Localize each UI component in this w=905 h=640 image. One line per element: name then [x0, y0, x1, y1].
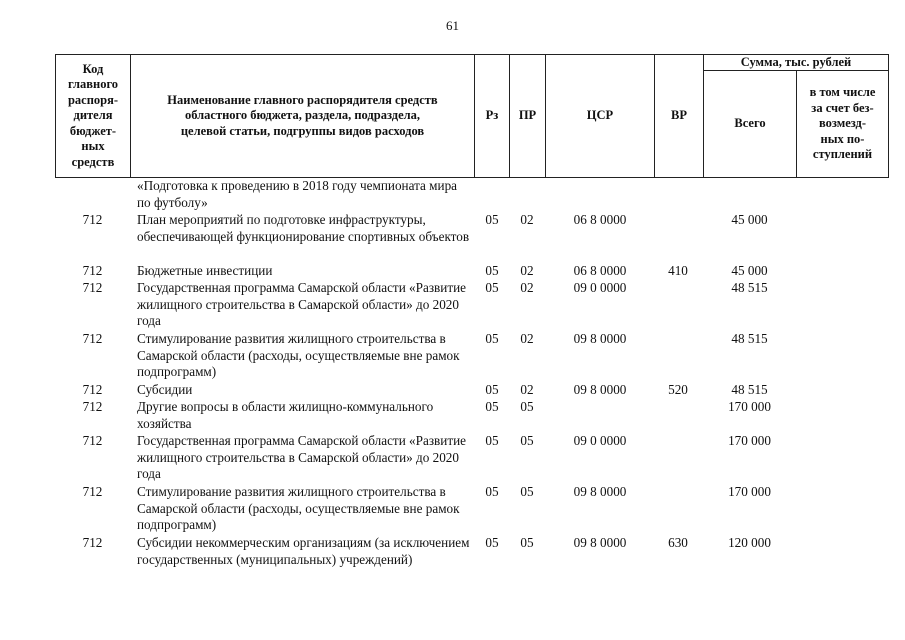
row-code: 712: [82, 263, 103, 278]
header-incl: в том числе за счет без- возмезд- ных по- ступлений: [796, 70, 889, 178]
table-row: [0, 535, 905, 586]
row-rz: 05: [485, 433, 499, 448]
row-code: 712: [82, 212, 103, 227]
row-code: 712: [82, 399, 103, 414]
row-rz: 05: [485, 263, 499, 278]
row-csr: 09 8 0000: [573, 535, 627, 550]
row-total: 170 000: [728, 433, 771, 448]
row-name: «Подготовка к проведению в 2018 году чемпионата мира по футболу»: [137, 178, 458, 210]
row-rz: 05: [485, 212, 499, 227]
header-code: Код главного распоря- дителя бюджет- ных средств: [55, 54, 131, 178]
row-rz: 05: [485, 382, 499, 397]
row-rz: 05: [485, 331, 499, 346]
row-csr: 09 8 0000: [573, 382, 627, 397]
row-pr: 05: [520, 484, 534, 499]
row-vr: 410: [668, 263, 688, 278]
table-body: [0, 178, 905, 586]
row-total: 48 515: [731, 382, 768, 397]
row-pr: 05: [520, 433, 534, 448]
row-total: 120 000: [728, 535, 771, 550]
row-csr: 09 8 0000: [573, 331, 627, 346]
row-rz: 05: [485, 280, 499, 295]
table-row: [0, 484, 905, 535]
row-name: Государственная программа Самарской области «Развитие жилищного строительства в Самарской области» до 2020 года: [137, 433, 467, 482]
table-row: [0, 399, 905, 433]
table-row: [0, 331, 905, 382]
row-vr: 520: [668, 382, 688, 397]
row-rz: 05: [485, 399, 499, 414]
row-total: 45 000: [731, 212, 768, 227]
row-name: Бюджетные инвестиции: [137, 263, 273, 278]
row-code: 712: [82, 433, 103, 448]
row-name: План мероприятий по подготовке инфраструктуры, обеспечивающей функционирование спортивных объектов: [137, 212, 470, 244]
table-row: [0, 433, 905, 484]
row-code: 712: [82, 382, 103, 397]
header-sum: Сумма, тыс. рублей: [703, 54, 889, 71]
table-row: [0, 382, 905, 399]
row-pr: 05: [520, 535, 534, 550]
row-rz: 05: [485, 535, 499, 550]
header-csr: ЦСР: [545, 54, 655, 178]
row-name: Стимулирование развития жилищного строительства в Самарской области (расходы, осуществляемые вне рамок подпрограмм): [137, 484, 460, 533]
row-pr: 05: [520, 399, 534, 414]
row-csr: 09 8 0000: [573, 484, 627, 499]
row-name: Другие вопросы в области жилищно-коммунального хозяйства: [137, 399, 434, 431]
row-vr: 630: [668, 535, 688, 550]
row-name: Стимулирование развития жилищного строительства в Самарской области (расходы, осуществляемые вне рамок подпрограмм): [137, 331, 460, 380]
page-number: 61: [446, 18, 459, 33]
row-code: 712: [82, 484, 103, 499]
row-code: 712: [82, 280, 103, 295]
header-name: Наименование главного распорядителя средств областного бюджета, раздела, подраздела, целевой статьи, подгруппы видов расходов: [130, 54, 475, 178]
header-total: Всего: [703, 70, 797, 178]
row-total: 48 515: [731, 280, 768, 295]
table-row: [0, 178, 905, 212]
row-pr: 02: [520, 263, 534, 278]
row-code: 712: [82, 535, 103, 550]
row-total: 170 000: [728, 484, 771, 499]
row-csr: 09 0 0000: [573, 433, 627, 448]
table-row: [0, 280, 905, 331]
row-csr: 06 8 0000: [573, 263, 627, 278]
row-pr: 02: [520, 280, 534, 295]
row-csr: 06 8 0000: [573, 212, 627, 227]
row-pr: 02: [520, 331, 534, 346]
row-total: 170 000: [728, 399, 771, 414]
table-row: [0, 263, 905, 280]
header-rz: Рз: [474, 54, 510, 178]
row-pr: 02: [520, 382, 534, 397]
row-total: 48 515: [731, 331, 768, 346]
row-name: Государственная программа Самарской области «Развитие жилищного строительства в Самарской области» до 2020 года: [137, 280, 467, 329]
header-vr: ВР: [654, 54, 704, 178]
row-name: Субсидии некоммерческим организациям (за исключением государственных (муниципальных) учреждений): [137, 535, 470, 567]
row-total: 45 000: [731, 263, 768, 278]
table-row: [0, 212, 905, 263]
header-pr: ПР: [509, 54, 546, 178]
row-code: 712: [82, 331, 103, 346]
row-pr: 02: [520, 212, 534, 227]
row-name: Субсидии: [137, 382, 193, 397]
row-csr: 09 0 0000: [573, 280, 627, 295]
row-rz: 05: [485, 484, 499, 499]
